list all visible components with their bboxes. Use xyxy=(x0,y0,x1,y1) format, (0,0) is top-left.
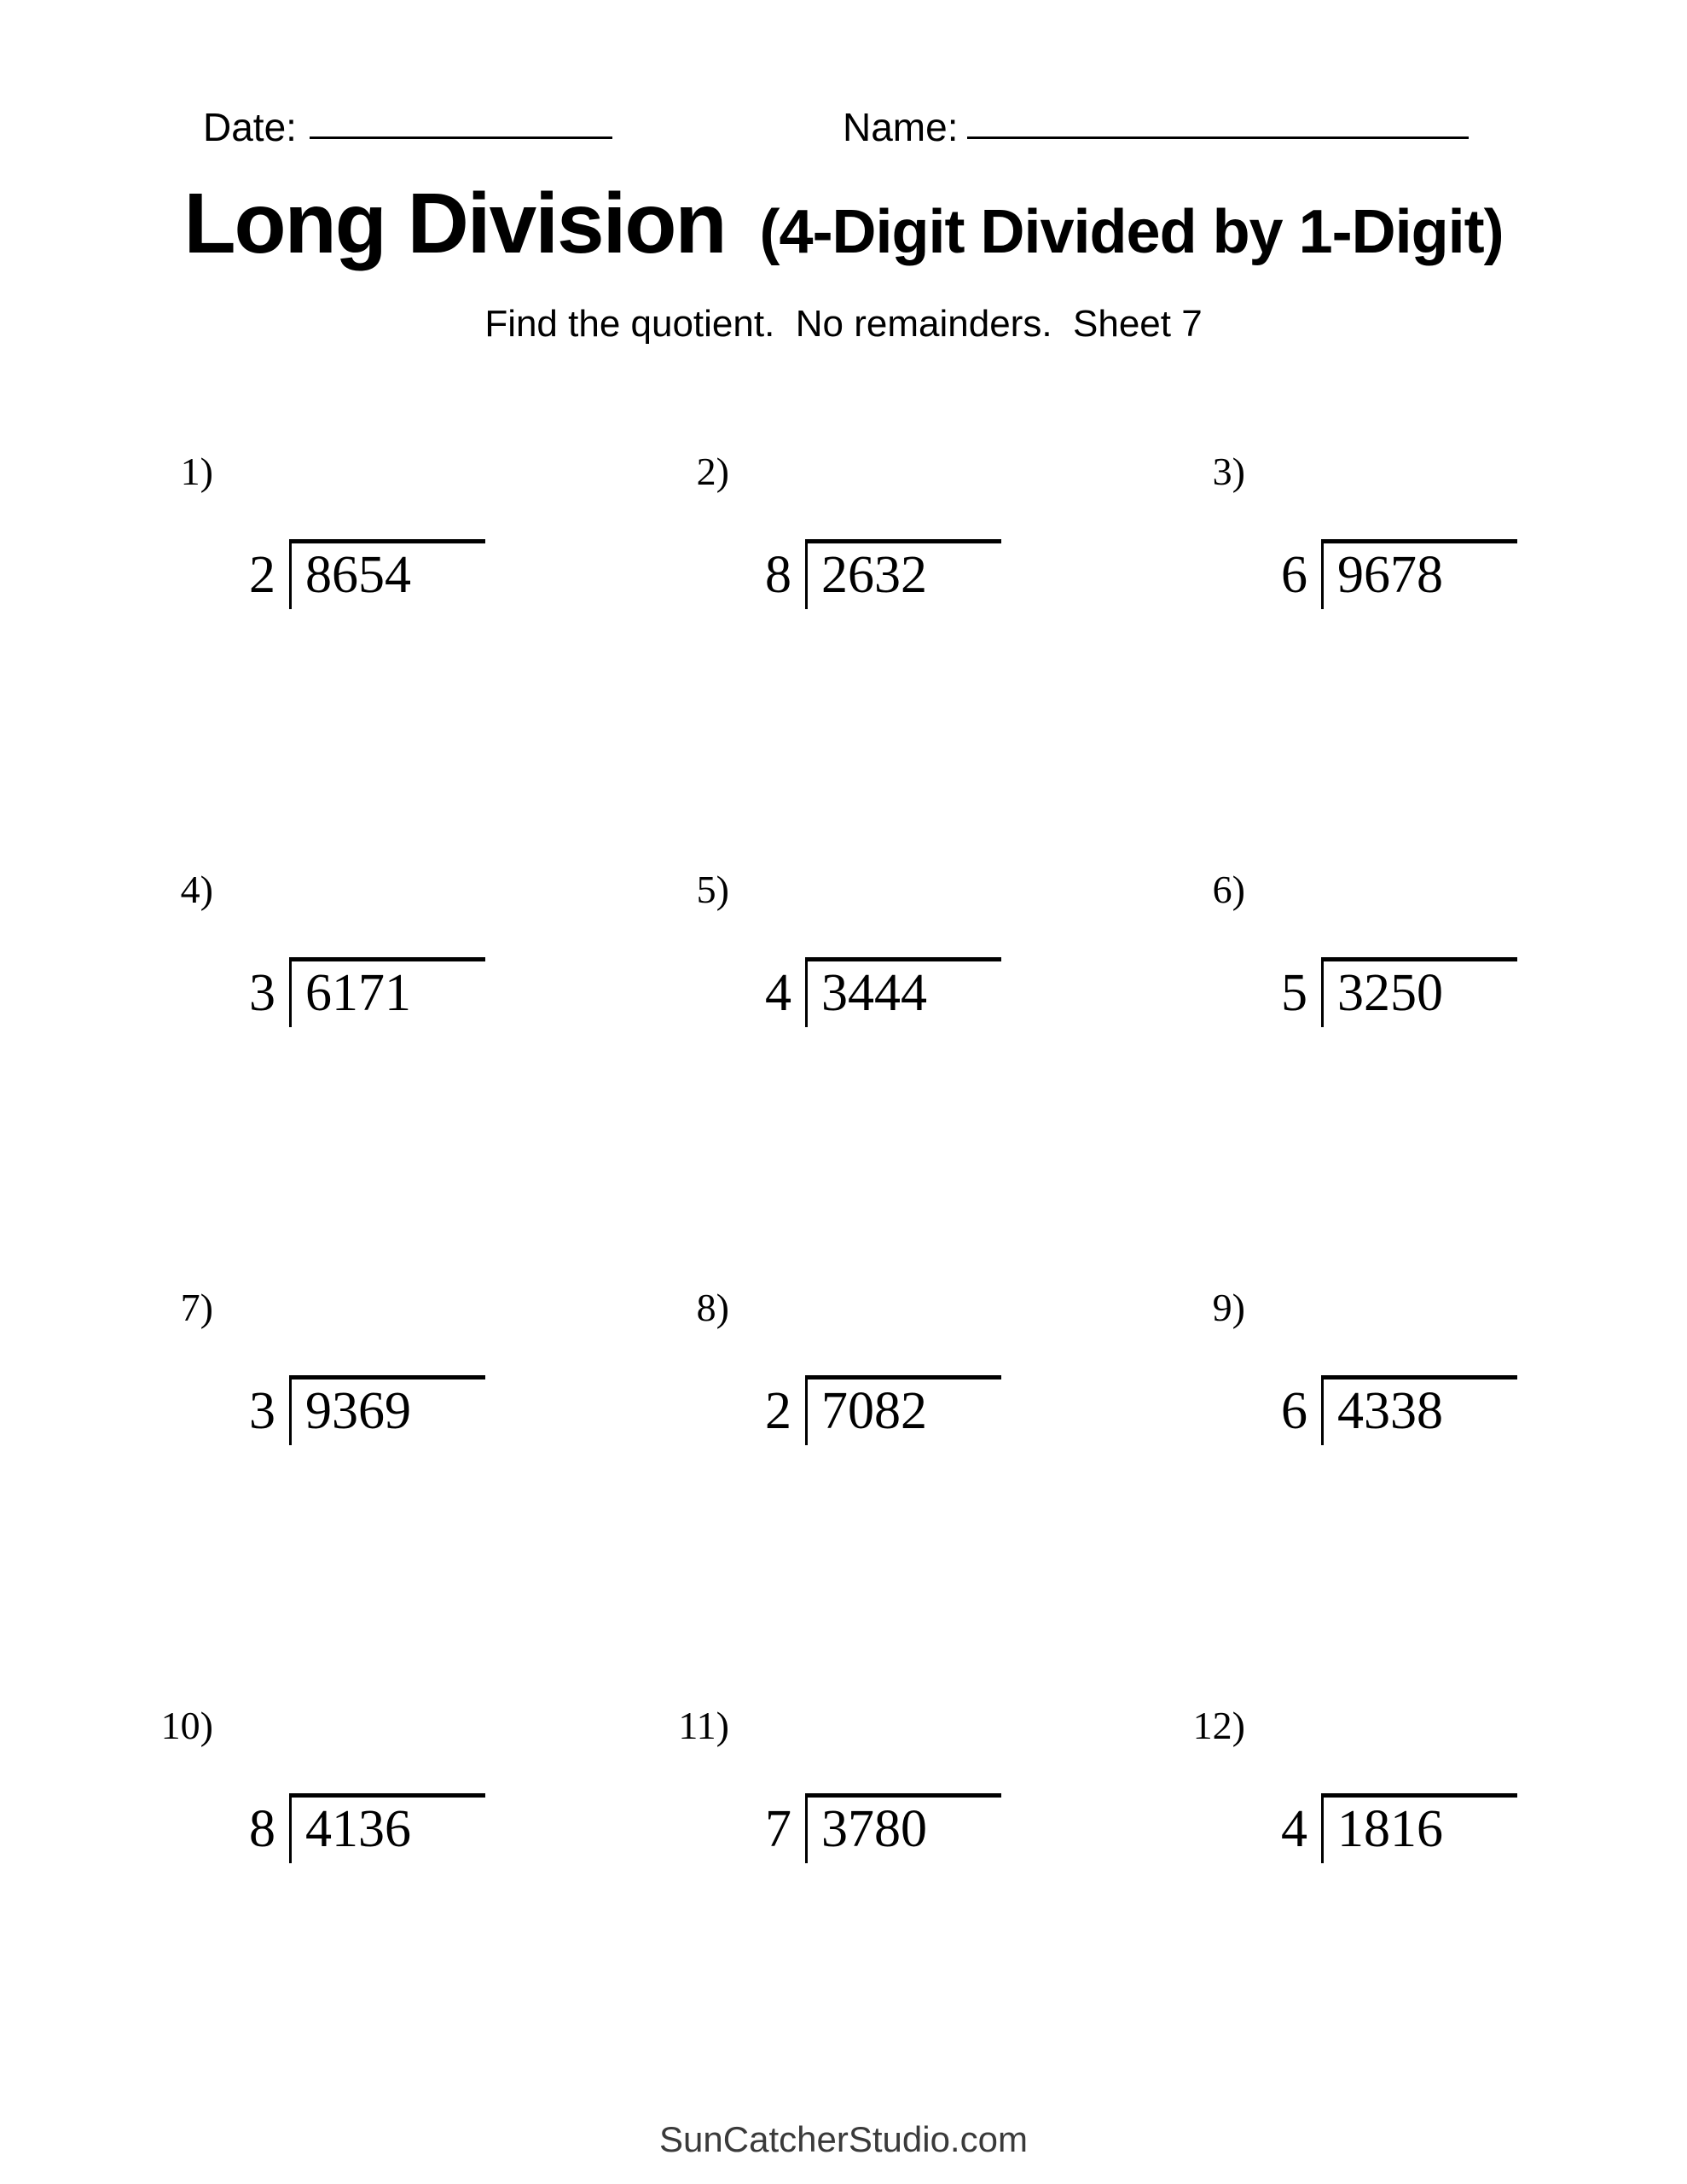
division-expression xyxy=(212,957,485,1027)
division-bracket xyxy=(1321,1375,1517,1445)
problem-number: 3) xyxy=(1212,450,1245,493)
divisor: 5 xyxy=(1281,964,1307,1022)
problem-cell xyxy=(149,1706,559,1962)
page-title xyxy=(0,176,1687,271)
problem-number: 7) xyxy=(180,1286,213,1329)
problem-number: 9) xyxy=(1212,1286,1245,1329)
divisor: 2 xyxy=(249,546,275,604)
problem-cell xyxy=(1181,1288,1591,1544)
dividend: 3780 xyxy=(821,1800,927,1858)
divisor: 3 xyxy=(249,964,275,1022)
problem-number: 1) xyxy=(180,450,213,493)
division-expression xyxy=(1244,957,1517,1027)
name-label: Name: xyxy=(843,105,959,149)
division-expression xyxy=(212,539,485,609)
problem-cell xyxy=(665,452,1075,708)
problem-cell xyxy=(665,870,1075,1126)
date-label: Date: xyxy=(203,105,297,149)
divisor: 2 xyxy=(765,1382,791,1440)
problem-number: 12) xyxy=(1192,1704,1245,1747)
divisor: 8 xyxy=(249,1800,275,1858)
divisor: 6 xyxy=(1281,1382,1307,1440)
division-bracket xyxy=(289,1375,485,1445)
problem-number: 2) xyxy=(696,450,729,493)
problem-number: 11) xyxy=(678,1704,729,1747)
site-credit: SunCatcherStudio.com xyxy=(659,2119,1028,2159)
dividend: 6171 xyxy=(305,964,411,1022)
dividend: 7082 xyxy=(821,1382,927,1440)
problem-cell xyxy=(149,452,559,708)
division-bracket xyxy=(289,539,485,609)
divisor: 8 xyxy=(765,546,791,604)
division-bracket xyxy=(289,957,485,1027)
division-expression xyxy=(728,1375,1001,1445)
divisor: 4 xyxy=(765,964,791,1022)
division-expression xyxy=(1244,1375,1517,1445)
division-bracket xyxy=(1321,539,1517,609)
division-expression xyxy=(212,1793,485,1863)
dividend: 4338 xyxy=(1337,1382,1443,1440)
division-bracket xyxy=(805,1375,1001,1445)
divisor: 4 xyxy=(1281,1800,1307,1858)
division-bracket xyxy=(805,957,1001,1027)
dividend: 3444 xyxy=(821,964,927,1022)
division-bracket xyxy=(805,1793,1001,1863)
problem-number: 10) xyxy=(160,1704,213,1747)
name-write-line xyxy=(967,136,1469,139)
divisor: 7 xyxy=(765,1800,791,1858)
date-write-line xyxy=(310,136,612,139)
instructions-text: Find the quotient. No remainders. Sheet 7 xyxy=(484,303,1203,345)
division-expression xyxy=(1244,539,1517,609)
problem-cell xyxy=(1181,870,1591,1126)
problem-number: 6) xyxy=(1212,868,1245,911)
title-qualifier: (4-Digit Divided by 1-Digit) xyxy=(759,198,1504,266)
dividend: 3250 xyxy=(1337,964,1443,1022)
division-bracket xyxy=(805,539,1001,609)
problem-cell xyxy=(665,1706,1075,1962)
division-expression xyxy=(728,539,1001,609)
dividend: 8654 xyxy=(305,546,411,604)
division-expression xyxy=(1244,1793,1517,1863)
problem-cell xyxy=(1181,1706,1591,1962)
problem-cell xyxy=(149,870,559,1126)
division-expression xyxy=(728,1793,1001,1863)
problem-cell xyxy=(149,1288,559,1544)
division-bracket xyxy=(289,1793,485,1863)
divisor: 3 xyxy=(249,1382,275,1440)
division-bracket xyxy=(1321,957,1517,1027)
dividend: 9369 xyxy=(305,1382,411,1440)
division-expression xyxy=(728,957,1001,1027)
title-main: Long Division xyxy=(183,176,726,271)
division-bracket xyxy=(1321,1793,1517,1863)
dividend: 4136 xyxy=(305,1800,411,1858)
problem-number: 5) xyxy=(696,868,729,911)
division-expression xyxy=(212,1375,485,1445)
problem-cell xyxy=(1181,452,1591,708)
dividend: 9678 xyxy=(1337,546,1443,604)
problem-number: 8) xyxy=(696,1286,729,1329)
dividend: 1816 xyxy=(1337,1800,1443,1858)
divisor: 6 xyxy=(1281,546,1307,604)
problem-number: 4) xyxy=(180,868,213,911)
problem-cell xyxy=(665,1288,1075,1544)
dividend: 2632 xyxy=(821,546,927,604)
